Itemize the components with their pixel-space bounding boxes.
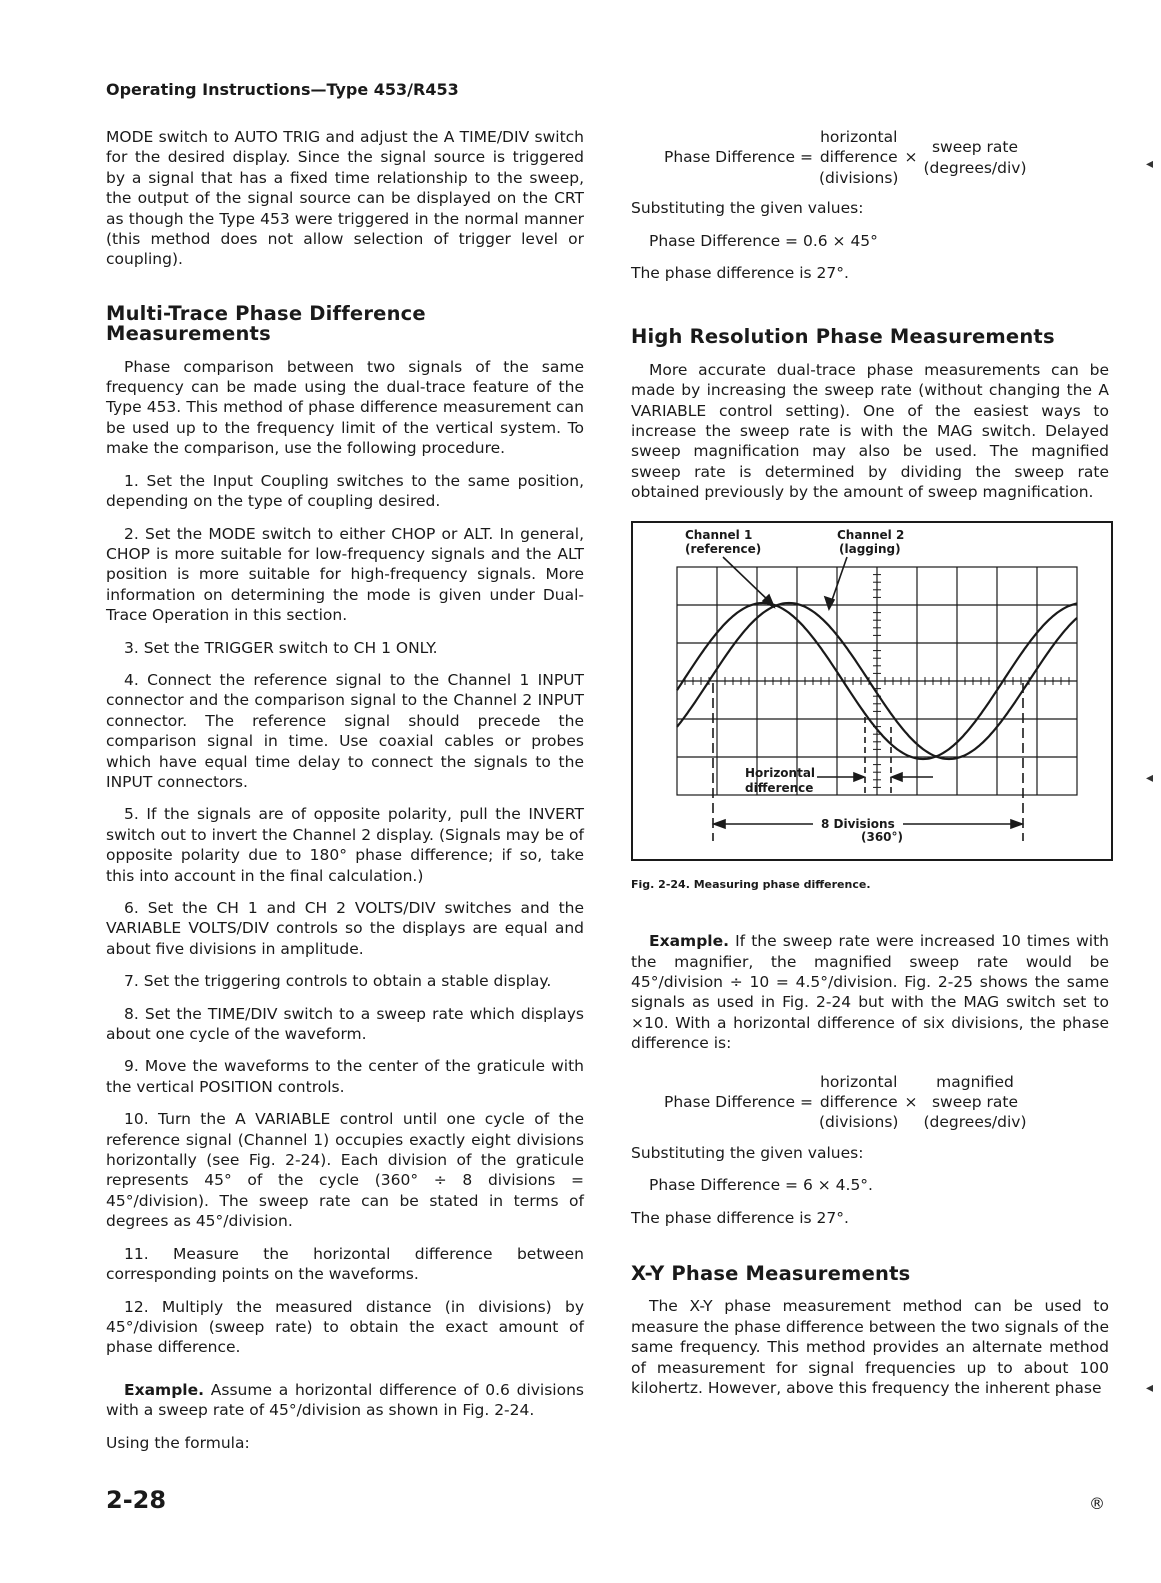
example-2-text: If the sweep rate were increased 10 times with the magnifier, the magnified sweep rate would be 45°/division ÷ 10 = 4.5°/division. Fig. 2-25 shows the same signals as used in Fig. 2-24 but with the MAG switch set to ×10. With a horizontal difference of six divisions, the phase difference is: bbox=[631, 932, 1109, 1053]
formula-2-mid-line: difference bbox=[819, 1092, 898, 1111]
margin-mark: ◂ bbox=[1146, 770, 1154, 786]
step-5: 5. If the signals are of opposite polarity, pull the INVERT switch out to invert the Channel 2 display. (Signals may be of opposite polarity due to 180° phase difference; if so, take this into account in the final calculation.) bbox=[106, 805, 584, 885]
formula-1-mid-line: difference bbox=[819, 148, 898, 167]
formula-2-operator: × bbox=[904, 1092, 918, 1111]
step-10: 10. Turn the A VARIABLE control until one cycle of the reference signal (Channel 1) occupies exactly eight divisions horizontally (see Fig. 2-24). Each division of the graticule represents 45° of the cycle (360° ÷ 8 divisions = 45°/division). The sweep rate can be stated in terms of degrees as 45°/division. bbox=[106, 1110, 584, 1231]
formula-1-mid-line: horizontal bbox=[820, 128, 898, 146]
step-8: 8. Set the TIME/DIV switch to a sweep rate which displays about one cycle of the waveform. bbox=[106, 1004, 584, 1044]
channel-1-label: Channel 1 bbox=[685, 527, 753, 542]
formula-1-lhs: Phase Difference = bbox=[663, 148, 813, 167]
formula-1-rhs-line: (degrees/div) bbox=[923, 158, 1027, 177]
formula-2-lhs: Phase Difference = bbox=[663, 1092, 813, 1111]
phase-diagram bbox=[633, 523, 1111, 859]
xy-paragraph: The X-Y phase measurement method can be used to measure the phase difference between the two signals of the same frequency. This method provides an alternate method of measurement for signal frequencies up to about 100 kilohertz. However, above this frequency the inherent phase bbox=[631, 1297, 1109, 1397]
formula-2-rhs-line: sweep rate bbox=[931, 1092, 1019, 1111]
registered-mark: ® bbox=[1089, 1494, 1105, 1513]
formula-2-mid-line: horizontal bbox=[820, 1072, 898, 1091]
channel-1-pointer bbox=[723, 557, 771, 603]
step-6: 6. Set the CH 1 and CH 2 VOLTS/DIV switches and the VARIABLE VOLTS/DIV controls so the displays are equal and about five divisions in amplitude. bbox=[106, 899, 584, 958]
formula-1-mid bbox=[819, 127, 898, 188]
figure-caption: Fig. 2-24. Measuring phase difference. bbox=[631, 877, 871, 891]
example-text: Assume a horizontal difference of 0.6 divisions with a sweep rate of 45°/division as shown in Fig. 2-24. bbox=[106, 1380, 585, 1420]
example-label: Example. bbox=[124, 1380, 205, 1399]
divisions-label: 8 Divisions bbox=[821, 816, 895, 831]
substituting-2: Substituting the given values: bbox=[631, 1143, 864, 1162]
margin-mark: ◂ bbox=[1146, 1380, 1154, 1396]
channel-2-sublabel: (lagging) bbox=[839, 541, 901, 556]
step-7: 7. Set the triggering controls to obtain a stable display. bbox=[124, 972, 552, 991]
page-number: 2-28 bbox=[106, 1486, 167, 1514]
annotation-arrows bbox=[713, 557, 1023, 841]
result-1: The phase difference is 27°. bbox=[631, 264, 849, 283]
step-3: 3. Set the TRIGGER switch to CH 1 ONLY. bbox=[124, 638, 438, 657]
formula-1-operator: × bbox=[904, 148, 918, 167]
substituting-1: Substituting the given values: bbox=[631, 199, 864, 218]
example-paragraph bbox=[106, 1380, 584, 1421]
formula-1-mid-line: (divisions) bbox=[819, 168, 899, 187]
using-formula: Using the formula: bbox=[106, 1433, 250, 1452]
formula-2-mid bbox=[819, 1072, 898, 1133]
right-column bbox=[631, 127, 1109, 1410]
step-9: 9. Move the waveforms to the center of the graticule with the vertical POSITION controls. bbox=[106, 1057, 584, 1096]
intro-paragraph: MODE switch to AUTO TRIG and adjust the A TIME/DIV switch for the desired display. Since the signal source is triggered by a signal that has a fixed time relationship to the sweep, the output of the signal source can be displayed on the CRT as though the Type 453 were triggered in the normal manner (this method does not allow selection of trigger level or coupling). bbox=[106, 128, 584, 269]
high-res-heading: High Resolution Phase Measurements bbox=[631, 325, 1055, 349]
result-2: The phase difference is 27°. bbox=[631, 1208, 849, 1227]
channel-1-sublabel: (reference) bbox=[685, 541, 762, 556]
equation-1: Phase Difference = 0.6 × 45° bbox=[649, 231, 878, 250]
formula-2 bbox=[631, 1072, 1109, 1133]
step-1: 1. Set the Input Coupling switches to the same position, depending on the type of coupling desired. bbox=[106, 471, 584, 511]
divisions-sublabel: (360°) bbox=[861, 829, 904, 844]
multi-trace-paragraph: Phase comparison between two signals of the same frequency can be made using the dual-trace feature of the Type 453. This method of phase difference measurement can be used up to the frequency limit of the vertical system. To make the comparison, use the following procedure. bbox=[106, 357, 584, 458]
example-2-paragraph bbox=[631, 931, 1109, 1053]
step-12: 12. Multiply the measured distance (in divisions) by 45°/division (sweep rate) to obtain the exact amount of phase difference. bbox=[106, 1297, 584, 1357]
step-2: 2. Set the MODE switch to either CHOP or ALT. In general, CHOP is more suitable for low-frequency signals and the ALT position is more suitable for high-frequency signals. More information on determining the mode is given under Dual-Trace Operation in this section. bbox=[106, 524, 584, 625]
running-header: Operating Instructions—Type 453/R453 bbox=[106, 80, 459, 99]
formula-2-rhs bbox=[923, 1072, 1026, 1133]
step-11: 11. Measure the horizontal difference between corresponding points on the waveforms. bbox=[106, 1244, 584, 1284]
channel-2-pointer bbox=[831, 557, 847, 603]
phase-figure bbox=[631, 521, 1113, 861]
equation-2: Phase Difference = 6 × 4.5°. bbox=[649, 1176, 873, 1195]
formula-1 bbox=[631, 127, 1109, 188]
horizontal-difference-sublabel: difference bbox=[745, 780, 814, 795]
formula-2-mid-line: (divisions) bbox=[819, 1113, 899, 1132]
xy-heading: X-Y Phase Measurements bbox=[631, 1261, 911, 1285]
channel-2-label: Channel 2 bbox=[837, 527, 905, 542]
margin-mark: ◂ bbox=[1146, 156, 1154, 172]
step-4: 4. Connect the reference signal to the Channel 1 INPUT connector and the comparison signal to the Channel 2 INPUT connector. The reference signal should precede the comparison signal in time. Use coaxial cables or probes which have equal time delay to connect the signals to the INPUT connectors. bbox=[106, 670, 584, 791]
formula-1-rhs bbox=[923, 137, 1026, 178]
left-column bbox=[106, 127, 584, 1465]
formula-2-rhs-line: magnified bbox=[936, 1072, 1014, 1091]
formula-1-rhs-line: sweep rate bbox=[931, 138, 1019, 157]
formula-2-rhs-line: (degrees/div) bbox=[923, 1113, 1027, 1132]
high-res-paragraph: More accurate dual-trace phase measurements can be made by increasing the sweep rate (without changing the A VARIABLE control setting). One of the easiest ways to increase the sweep rate is with the MAG switch. Delayed sweep magnification may also be used. The magnified sweep rate is determined by dividing the sweep rate obtained previously by the amount of sweep magnification. bbox=[631, 360, 1109, 502]
example-2-label: Example. bbox=[649, 932, 730, 951]
horizontal-difference-label: Horizontal bbox=[745, 765, 816, 780]
multi-trace-heading: Multi-Trace Phase Difference Measurements bbox=[106, 301, 426, 346]
